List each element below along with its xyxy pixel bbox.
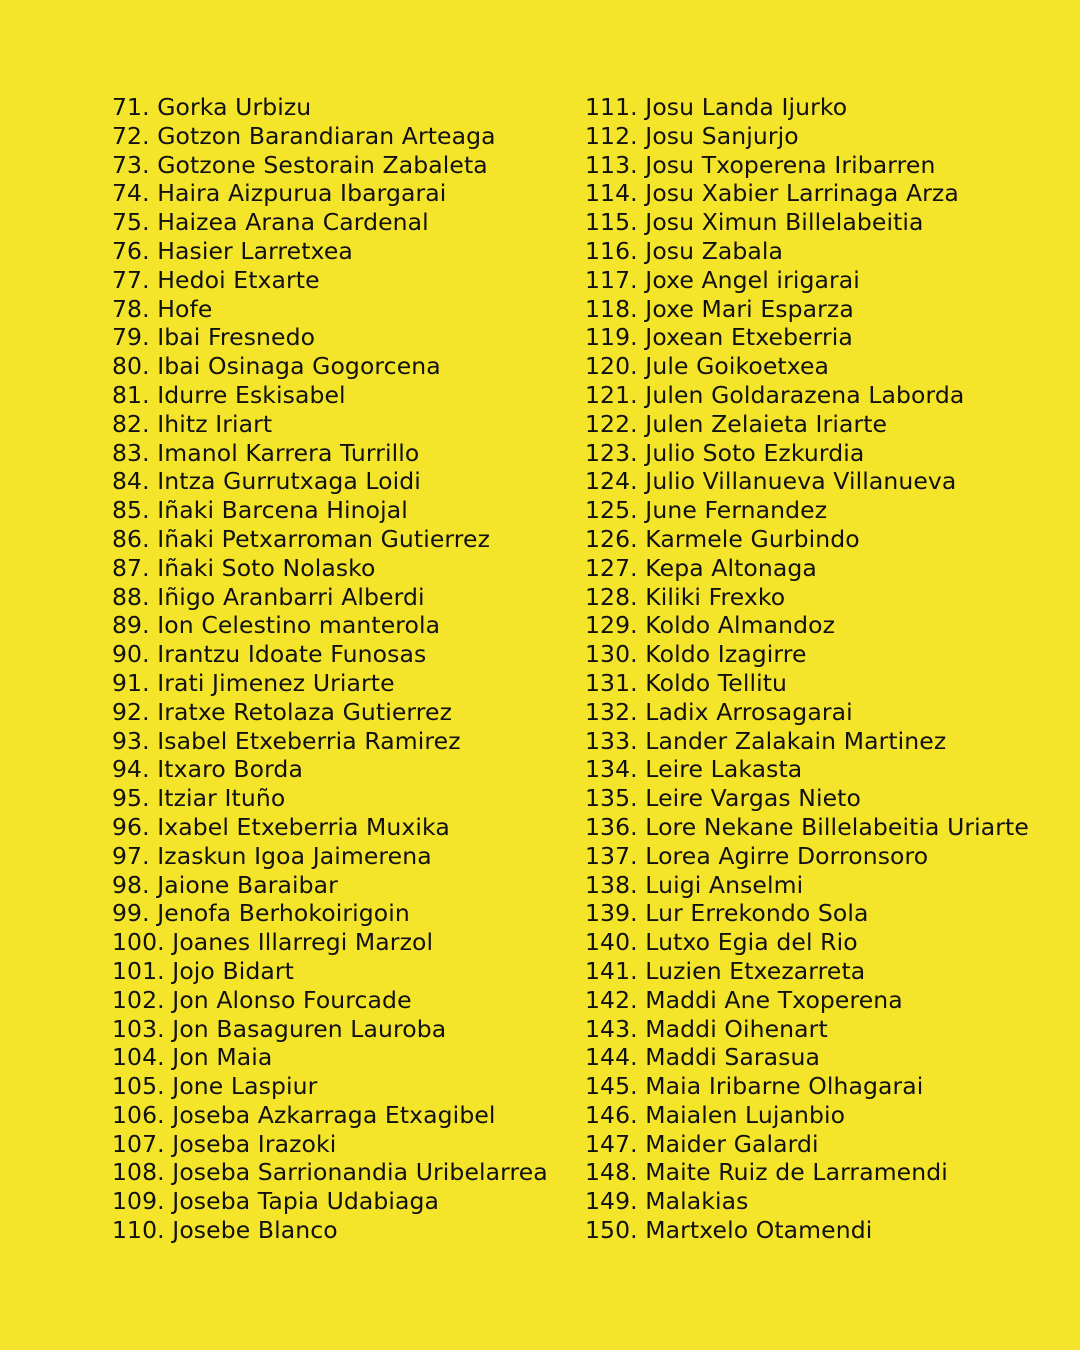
list-item: 108. Joseba Sarrionandia Uribelarrea bbox=[112, 1158, 548, 1187]
list-item: 104. Jon Maia bbox=[112, 1043, 273, 1072]
list-item: 150. Martxelo Otamendi bbox=[585, 1216, 873, 1245]
list-item: 102. Jon Alonso Fourcade bbox=[112, 985, 412, 1014]
list-item: 82. Ihitz Iriart bbox=[112, 409, 273, 438]
list-item: 85. Iñaki Barcena Hinojal bbox=[112, 496, 408, 525]
list-item: 126. Karmele Gurbindo bbox=[585, 524, 860, 553]
list-item: 134. Leire Lakasta bbox=[585, 755, 803, 784]
list-item: 94. Itxaro Borda bbox=[112, 755, 303, 784]
list-item: 107. Joseba Irazoki bbox=[112, 1129, 337, 1158]
list-item: 125. June Fernandez bbox=[585, 496, 828, 525]
list-item: 86. Iñaki Petxarroman Gutierrez bbox=[112, 524, 491, 553]
list-item: 135. Leire Vargas Nieto bbox=[585, 784, 861, 813]
list-item: 80. Ibai Osinaga Gogorcena bbox=[112, 352, 441, 381]
list-item: 106. Joseba Azkarraga Etxagibel bbox=[112, 1100, 496, 1129]
list-item: 97. Izaskun Igoa Jaimerena bbox=[112, 841, 432, 870]
list-item: 115. Josu Ximun Billelabeitia bbox=[585, 208, 924, 237]
list-item: 76. Hasier Larretxea bbox=[112, 236, 353, 265]
list-item: 101. Jojo Bidart bbox=[112, 956, 294, 985]
list-item: 113. Josu Txoperena Iribarren bbox=[585, 150, 936, 179]
list-item: 146. Maialen Lujanbio bbox=[585, 1100, 846, 1129]
list-item: 91. Irati Jimenez Uriarte bbox=[112, 668, 395, 697]
list-item: 103. Jon Basaguren Lauroba bbox=[112, 1014, 447, 1043]
list-item: 89. Ion Celestino manterola bbox=[112, 611, 441, 640]
list-item: 120. Jule Goikoetxea bbox=[585, 352, 830, 381]
names-left-column bbox=[112, 93, 562, 1245]
list-item: 77. Hedoi Etxarte bbox=[112, 265, 320, 294]
list-item: 111. Josu Landa Ijurko bbox=[585, 93, 848, 121]
list-item: 71. Gorka Urbizu bbox=[112, 93, 312, 121]
list-item: 116. Josu Zabala bbox=[585, 236, 784, 265]
list-item: 138. Luigi Anselmi bbox=[585, 870, 804, 899]
list-item: 87. Iñaki Soto Nolasko bbox=[112, 553, 376, 582]
list-item: 74. Haira Aizpurua Ibargarai bbox=[112, 179, 447, 208]
list-item: 78. Hofe bbox=[112, 294, 213, 323]
list-item: 75. Haizea Arana Cardenal bbox=[112, 208, 429, 237]
list-item: 121. Julen Goldarazena Laborda bbox=[585, 380, 965, 409]
list-item: 149. Malakias bbox=[585, 1187, 749, 1216]
list-item: 114. Josu Xabier Larrinaga Arza bbox=[585, 179, 959, 208]
list-item: 139. Lur Errekondo Sola bbox=[585, 899, 869, 928]
list-item: 72. Gotzon Barandiaran Arteaga bbox=[112, 121, 496, 150]
list-item: 136. Lore Nekane Billelabeitia Uriarte bbox=[585, 812, 1029, 841]
list-item: 90. Irantzu Idoate Funosas bbox=[112, 640, 427, 669]
list-item: 144. Maddi Sarasua bbox=[585, 1043, 821, 1072]
list-item: 73. Gotzone Sestorain Zabaleta bbox=[112, 150, 488, 179]
list-item: 141. Luzien Etxezarreta bbox=[585, 956, 866, 985]
list-item: 140. Lutxo Egia del Rio bbox=[585, 928, 858, 957]
list-item: 100. Joanes Illarregi Marzol bbox=[112, 928, 434, 957]
list-item: 137. Lorea Agirre Dorronsoro bbox=[585, 841, 929, 870]
list-item: 92. Iratxe Retolaza Gutierrez bbox=[112, 697, 453, 726]
list-item: 123. Julio Soto Ezkurdia bbox=[585, 438, 865, 467]
list-item: 109. Joseba Tapia Udabiaga bbox=[112, 1187, 440, 1216]
list-item: 127. Kepa Altonaga bbox=[585, 553, 817, 582]
list-item: 119. Joxean Etxeberria bbox=[585, 323, 853, 352]
list-item: 143. Maddi Oihenart bbox=[585, 1014, 828, 1043]
list-item: 84. Intza Gurrutxaga Loidi bbox=[112, 467, 421, 496]
list-item: 79. Ibai Fresnedo bbox=[112, 323, 316, 352]
list-item: 130. Koldo Izagirre bbox=[585, 640, 807, 669]
list-item: 95. Itziar Ituño bbox=[112, 784, 286, 813]
list-item: 110. Josebe Blanco bbox=[112, 1216, 338, 1245]
list-item: 83. Imanol Karrera Turrillo bbox=[112, 438, 420, 467]
list-item: 99. Jenofa Berhokoirigoin bbox=[112, 899, 410, 928]
list-item: 124. Julio Villanueva Villanueva bbox=[585, 467, 957, 496]
list-item: 88. Iñigo Aranbarri Alberdi bbox=[112, 582, 425, 611]
list-item: 118. Joxe Mari Esparza bbox=[585, 294, 854, 323]
list-item: 112. Josu Sanjurjo bbox=[585, 121, 799, 150]
names-right-column bbox=[585, 93, 1055, 1245]
list-item: 133. Lander Zalakain Martinez bbox=[585, 726, 947, 755]
list-item: 131. Koldo Tellitu bbox=[585, 668, 788, 697]
list-item: 128. Kiliki Frexko bbox=[585, 582, 786, 611]
list-item: 93. Isabel Etxeberria Ramirez bbox=[112, 726, 461, 755]
list-item: 105. Jone Laspiur bbox=[112, 1072, 318, 1101]
list-item: 148. Maite Ruiz de Larramendi bbox=[585, 1158, 948, 1187]
list-item: 98. Jaione Baraibar bbox=[112, 870, 338, 899]
list-item: 117. Joxe Angel irigarai bbox=[585, 265, 860, 294]
list-item: 96. Ixabel Etxeberria Muxika bbox=[112, 812, 450, 841]
list-item: 132. Ladix Arrosagarai bbox=[585, 697, 853, 726]
list-item: 145. Maia Iribarne Olhagarai bbox=[585, 1072, 924, 1101]
list-item: 81. Idurre Eskisabel bbox=[112, 380, 346, 409]
list-item: 122. Julen Zelaieta Iriarte bbox=[585, 409, 888, 438]
list-item: 129. Koldo Almandoz bbox=[585, 611, 836, 640]
list-item: 142. Maddi Ane Txoperena bbox=[585, 985, 903, 1014]
list-item: 147. Maider Galardi bbox=[585, 1129, 819, 1158]
